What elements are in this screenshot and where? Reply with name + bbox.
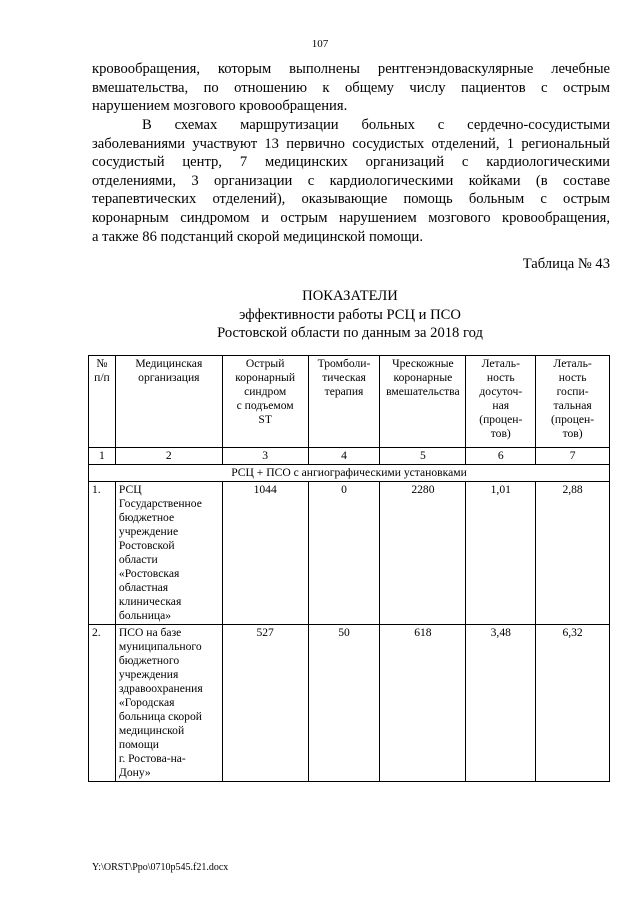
column-number: 1 — [89, 448, 116, 465]
header-cell: Леталь- ность досуточ- ная (процен- тов) — [466, 356, 536, 448]
text-line: коронарным синдромом и острым нарушением мозгового кровообращения, — [92, 209, 610, 226]
column-number: 3 — [222, 448, 308, 465]
section-title: РСЦ + ПСО с ангиографическими установками — [89, 465, 610, 482]
column-number: 5 — [380, 448, 466, 465]
header-cell: Медицинская организация — [115, 356, 222, 448]
header-cell: Чрескожные коронарные вмешательства — [380, 356, 466, 448]
row-number: 2. — [89, 625, 116, 782]
text-line: а также 86 подстанций скорой медицинской помощи. — [92, 228, 424, 245]
efficiency-table — [88, 355, 610, 782]
row-number: 1. — [89, 482, 116, 625]
text-line: сосудистый центр, 7 медицинских организаций с кардиологическими — [92, 154, 610, 171]
daily-mortality: 3,48 — [466, 625, 536, 782]
thrombolysis-count: 50 — [308, 625, 380, 782]
pci-count: 618 — [380, 625, 466, 782]
header-cell: Леталь- ность госпи- тальная (процен- тов) — [536, 356, 610, 448]
page-number: 107 — [311, 38, 329, 50]
organization-name: РСЦ Государственное бюджетное учреждение Ростовской области «Ростовская областная клиническая больница» — [115, 482, 222, 625]
section-row — [89, 465, 610, 482]
table-header-row — [89, 356, 610, 448]
table-number: Таблица № 43 — [522, 256, 610, 272]
table-title-subheading: эффективности работы РСЦ и ПСО — [239, 306, 461, 323]
table-title — [200, 287, 500, 343]
header-cell: № п/п — [89, 356, 116, 448]
paragraph-continuation — [92, 60, 610, 116]
paragraph-routing-schemes — [92, 116, 610, 246]
table-row — [89, 482, 610, 625]
table-title-region-year: Ростовской области по данным за 2018 год — [217, 325, 483, 341]
header-cell: Острый коронарный синдром с подъемом ST — [222, 356, 308, 448]
text-line: В схемах маршрутизации больных с сердечно-сосудистыми — [142, 117, 610, 133]
pci-count: 2280 — [380, 482, 466, 625]
hospital-mortality: 6,32 — [536, 625, 610, 782]
column-number-row — [89, 448, 610, 465]
header-cell: Тромболи- тическая терапия — [308, 356, 380, 448]
table-row — [89, 625, 610, 782]
organization-name: ПСО на базе муниципального бюджетного учреждения здравоохранения «Городская больница скорой медицинской помощи г. Ростова-на- Дону» — [115, 625, 222, 782]
table-title-heading: ПОКАЗАТЕЛИ — [302, 288, 398, 304]
footer-file-path: Y:\ORST\Ppo\0710p545.f21.docx — [92, 862, 229, 873]
acs-st-count: 1044 — [222, 482, 308, 625]
thrombolysis-count: 0 — [308, 482, 380, 625]
text-line: нарушением мозгового кровообращения. — [92, 98, 348, 115]
text-line: заболеваниями участвуют 13 первично сосудистых отделений, 1 региональный — [92, 135, 610, 152]
daily-mortality: 1,01 — [466, 482, 536, 625]
acs-st-count: 527 — [222, 625, 308, 782]
hospital-mortality: 2,88 — [536, 482, 610, 625]
column-number: 4 — [308, 448, 380, 465]
text-line: отделениями, 3 организации с кардиологическими койками (в составе — [92, 172, 610, 189]
column-number: 6 — [466, 448, 536, 465]
column-number: 2 — [115, 448, 222, 465]
column-number: 7 — [536, 448, 610, 465]
text-line: терапевтических отделений), оказывающие помощь больным с острым — [92, 191, 610, 208]
text-line: кровообращения, которым выполнены рентгенэндоваскулярные лечебные — [92, 61, 610, 77]
text-line: вмешательства, по отношению к общему числу пациентов с острым — [92, 79, 610, 96]
